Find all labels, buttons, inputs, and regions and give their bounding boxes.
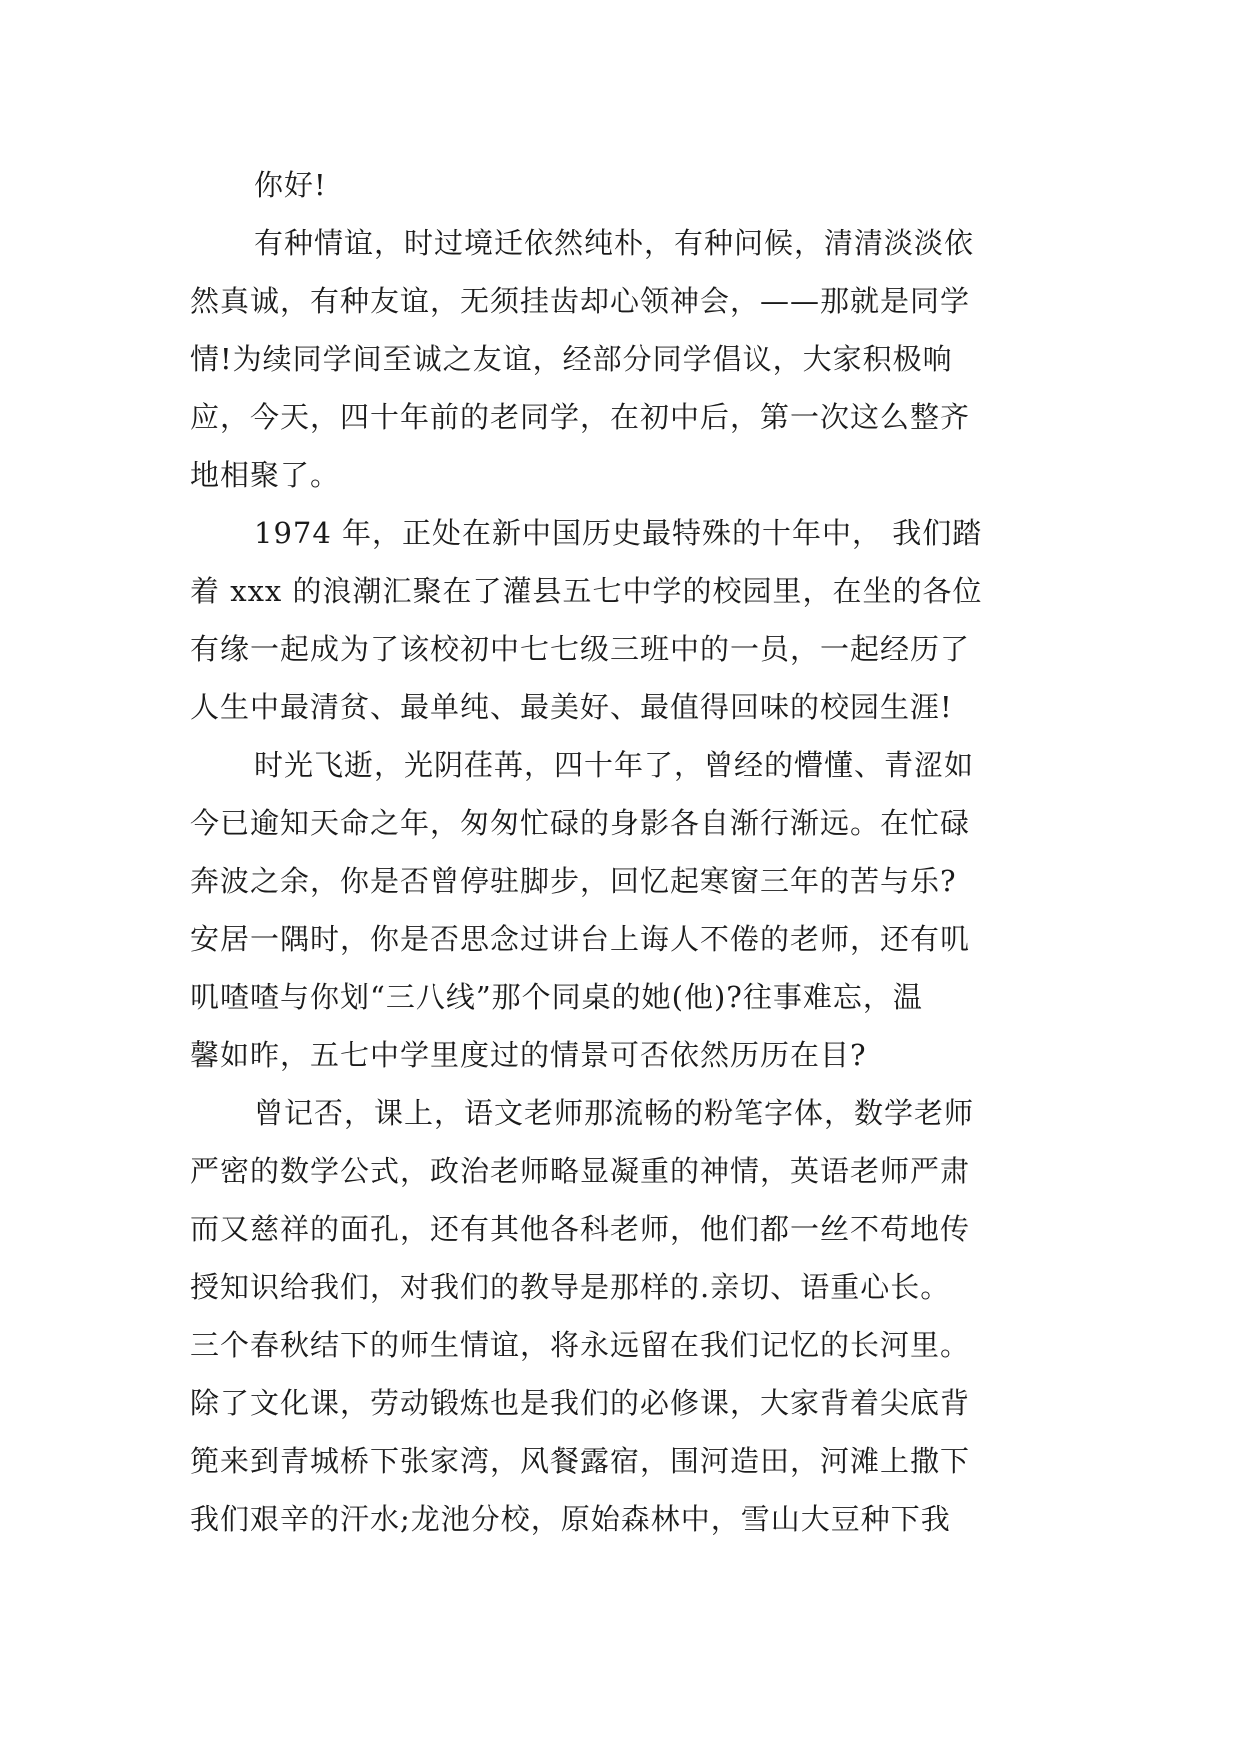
text-line: 人生中最清贫、最单纯、最美好、最值得回味的校园生涯! bbox=[190, 690, 953, 724]
text-line: 情!为续同学间至诚之友谊，经部分同学倡议，大家积极响 bbox=[190, 342, 953, 376]
text-line: 你好! bbox=[254, 168, 327, 202]
text-line: 应，今天，四十年前的老同学，在初中后，第一次这么整齐 bbox=[190, 400, 971, 434]
text-line: 着 xxx 的浪潮汇聚在了灌县五七中学的校园里，在坐的各位 bbox=[190, 574, 983, 608]
text-line: 馨如昨，五七中学里度过的情景可否依然历历在目? bbox=[190, 1038, 867, 1072]
text-line: 严密的数学公式，政治老师略显凝重的神情，英语老师严肃 bbox=[190, 1154, 971, 1188]
document-body bbox=[190, 156, 1060, 1548]
text-line: 然真诚，有种友谊，无须挂齿却心领神会，——那就是同学 bbox=[190, 284, 971, 318]
text-line: 时光飞逝，光阴荏苒，四十年了，曾经的懵懂、青涩如 bbox=[254, 748, 975, 782]
text-line: 安居一隅时，你是否思念过讲台上诲人不倦的老师，还有叽 bbox=[190, 922, 971, 956]
text-line: 三个春秋结下的师生情谊，将永远留在我们记忆的长河里。 bbox=[190, 1328, 971, 1362]
text-line: 除了文化课，劳动锻炼也是我们的必修课，大家背着尖底背 bbox=[190, 1386, 971, 1420]
text-line: 有种情谊，时过境迁依然纯朴，有种问候，清清淡淡依 bbox=[254, 226, 975, 260]
text-line: 今已逾知天命之年，匆匆忙碌的身影各自渐行渐远。在忙碌 bbox=[190, 806, 971, 840]
text-line: 曾记否，课上，语文老师那流畅的粉笔字体，数学老师 bbox=[254, 1096, 975, 1130]
text-line: 而又慈祥的面孔，还有其他各科老师，他们都一丝不苟地传 bbox=[190, 1212, 971, 1246]
text-line: 有缘一起成为了该校初中七七级三班中的一员，一起经历了 bbox=[190, 632, 971, 666]
text-line: 1974 年，正处在新中国历史最特殊的十年中， 我们踏 bbox=[254, 516, 983, 550]
text-line: 叽喳喳与你划“三八线”那个同桌的她(他)?往事难忘，温 bbox=[190, 980, 923, 1014]
text-line: 地相聚了。 bbox=[190, 458, 341, 492]
text-line: 授知识给我们，对我们的教导是那样的.亲切、语重心长。 bbox=[190, 1270, 951, 1304]
text-line: 我们艰辛的汗水;龙池分校，原始森林中，雪山大豆种下我 bbox=[190, 1502, 951, 1536]
text-line: 奔波之余，你是否曾停驻脚步，回忆起寒窗三年的苦与乐? bbox=[190, 864, 957, 898]
text-line: 篼来到青城桥下张家湾，风餐露宿，围河造田，河滩上撒下 bbox=[190, 1444, 971, 1478]
